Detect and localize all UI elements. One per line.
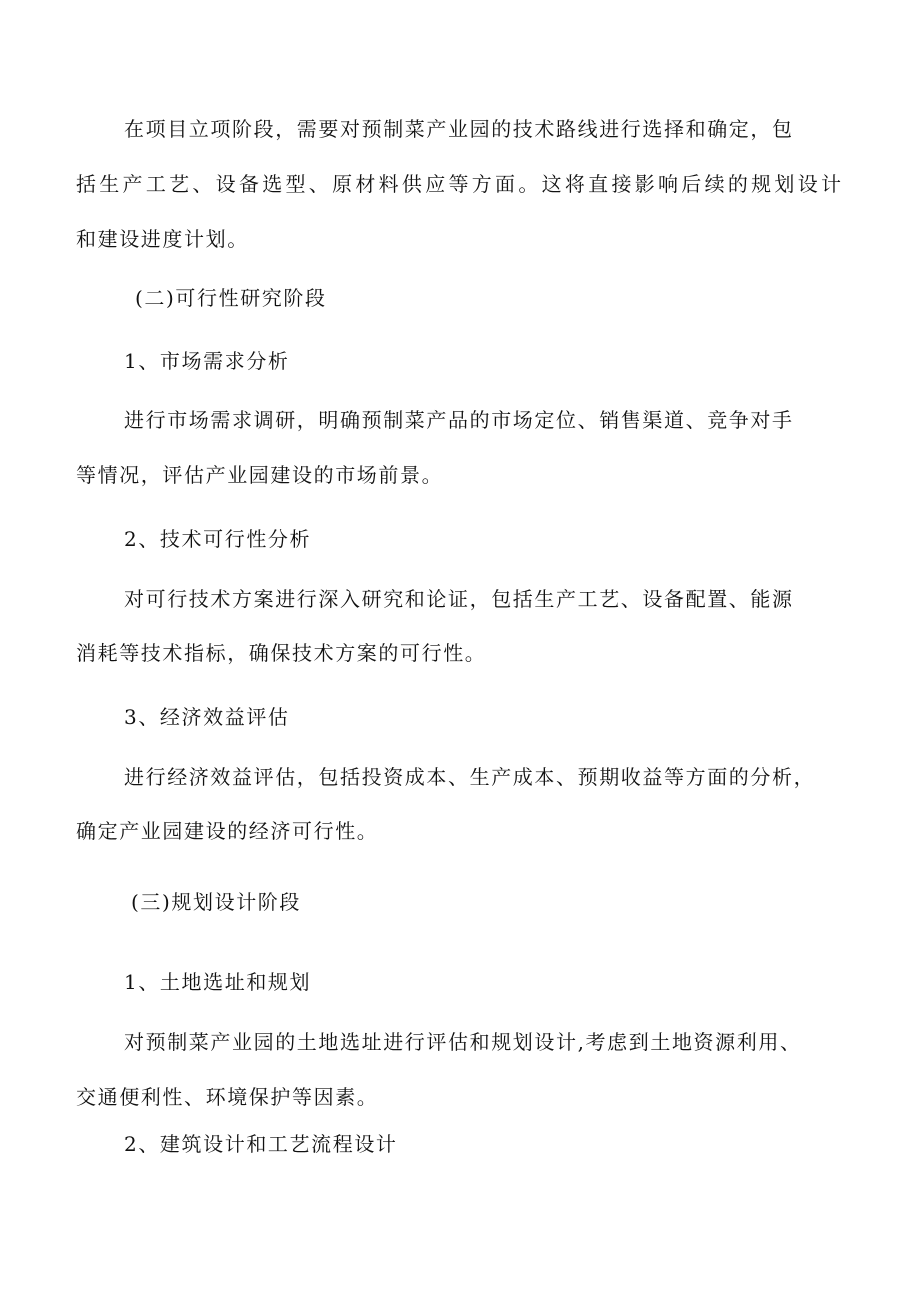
- paragraph-line: 进行经济效益评估，包括投资成本、生产成本、预期收益等方面的分析，: [124, 765, 816, 789]
- subheading: 1、市场需求分析: [124, 349, 290, 373]
- subheading: 2、建筑设计和工艺流程设计: [124, 1132, 398, 1156]
- paragraph-line: 交通便利性、环境保护等因素。: [76, 1085, 379, 1109]
- paragraph-line: 和建设进度计划。: [76, 227, 249, 251]
- paragraph-line: 确定产业园建设的经济可行性。: [76, 819, 379, 843]
- paragraph-line: 进行市场需求调研，明确预制菜产品的市场定位、销售渠道、竞争对手: [124, 408, 794, 432]
- section-heading: (二)可行性研究阶段: [135, 286, 327, 310]
- section-heading: (三)规划设计阶段: [131, 890, 302, 914]
- paragraph-line: 对预制菜产业园的土地选址进行评估和规划设计,考虑到土地资源利用、: [124, 1030, 802, 1054]
- subheading: 3、经济效益评估: [124, 705, 290, 729]
- paragraph-line: 括生产工艺、设备选型、原材料供应等方面。这将直接影响后续的规划设计: [76, 172, 841, 196]
- paragraph-line: 消耗等技术指标，确保技术方案的可行性。: [76, 641, 487, 665]
- subheading: 2、技术可行性分析: [124, 527, 312, 551]
- paragraph-line: 在项目立项阶段，需要对预制菜产业园的技术路线进行选择和确定，包: [124, 117, 794, 141]
- subheading: 1、土地选址和规划: [124, 970, 312, 994]
- paragraph-line: 对可行技术方案进行深入研究和论证，包括生产工艺、设备配置、能源: [124, 587, 794, 611]
- paragraph-line: 等情况，评估产业园建设的市场前景。: [76, 463, 444, 487]
